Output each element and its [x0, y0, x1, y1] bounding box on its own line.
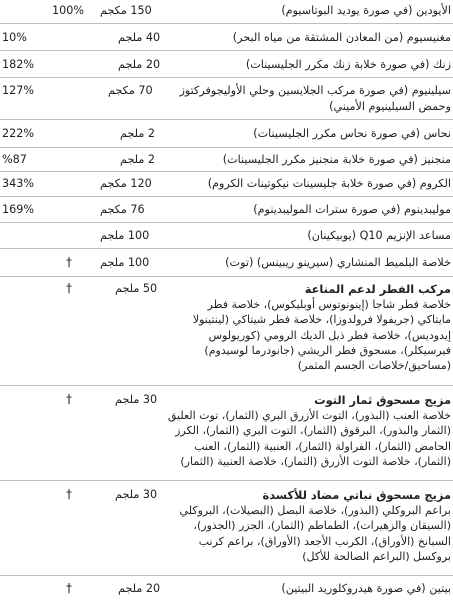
blend-line: (مساحيق/خلاصات الجسم المثمر) [297, 359, 451, 373]
table-row [0, 120, 453, 148]
ingredient-amount: 40 ملجم [118, 31, 161, 44]
ingredient-name: نحاس (في صورة نحاس مكرر الجليسينات) [253, 127, 451, 140]
daily-value: %87 [2, 153, 27, 166]
daily-value: 222% [2, 127, 34, 140]
blend-line: مايتاكي (جريفولا فرولدوزا)، خلاصة فطر شيتاكي (لينتينولا [192, 313, 451, 327]
table-row [0, 78, 453, 120]
ingredient-amount: 2 ملجم [120, 153, 156, 166]
ingredient-amount: 70 مكجم [108, 84, 153, 97]
ingredient-name: موليبدينوم (في صورة سترات الموليبدينوم) [253, 203, 451, 216]
ingredient-name: بيتين (في صورة هيدروكلوريد البيتين) [281, 582, 451, 595]
blend-amount: 30 ملجم [115, 488, 158, 501]
blend-line: (الثمار)، خلاصة التوت الأزرق (الثمار)، خلاصة العنبية (الثمار) [180, 454, 451, 468]
dagger-symbol: † [66, 392, 72, 406]
blend-title: مزيج مسحوق ثمار التوت [314, 393, 451, 407]
blend-row [0, 277, 453, 386]
table-row [0, 197, 453, 223]
ingredient-name-cont: وحمض السيلينيوم الأميني) [329, 100, 451, 113]
blend-description [146, 297, 451, 373]
ingredient-name: الأيودين (في صورة يوديد البوتاسيوم) [281, 4, 451, 17]
table-row [0, 0, 453, 24]
daily-value: 343% [2, 177, 34, 190]
ingredient-amount: 100 ملجم [100, 229, 150, 242]
blend-title: مركب الفطر لدعم المناعة [304, 282, 451, 296]
ingredient-amount: 76 مكجم [100, 203, 145, 216]
ingredient-amount: 120 مكجم [100, 177, 152, 190]
blend-description [146, 503, 451, 564]
blend-line: براعم البروكلي (البذور)، خلاصة البصل (البصيلات)، البروكلي [179, 504, 451, 517]
ingredient-name: مغنيسيوم (من المعادن المشتقة من مياه البحر) [232, 31, 451, 44]
daily-value: 100% [52, 4, 84, 17]
ingredient-amount: 100 ملجم [100, 256, 150, 269]
table-row [0, 51, 453, 78]
blend-title: مزيج مسحوق نباتي مضاد للأكسدة [262, 488, 451, 502]
table-row [0, 223, 453, 249]
ingredient-amount: 2 ملجم [120, 127, 156, 140]
dagger-symbol: † [66, 487, 72, 501]
blend-line: خلاصة فطر شاجا (إينونوتوس أوبليكوس)، خلاصة فطر [207, 298, 451, 311]
table-row [0, 576, 453, 600]
table-row [0, 172, 453, 197]
dagger-symbol: † [66, 255, 72, 269]
blend-line: (الثمار والبذور)، البرقوق (الثمار)، التوت البري (الثمار)، الكرز [175, 424, 451, 438]
blend-amount: 30 ملجم [115, 393, 158, 406]
ingredient-amount: 150 مكجم [100, 4, 152, 17]
dagger-symbol: † [66, 581, 72, 595]
blend-description [146, 408, 451, 469]
ingredient-name: زنك (في صورة خلابة زنك مكرر الجليسينات) [245, 58, 451, 71]
table-row [0, 249, 453, 277]
blend-line: فيرسيكلر)، مسحوق فطر الريشي (جانودرما لوسيدوم) [204, 343, 451, 357]
daily-value: 182% [2, 58, 34, 71]
daily-value: 169% [2, 203, 34, 216]
blend-row [0, 481, 453, 576]
blend-line: الحامض (الثمار)، الفراولة (الثمار)، العنبية (الثمار)، العنب [194, 439, 451, 453]
blend-line: السبانخ (الأوراق)، الكرنب الأجعد (الأوراق)، براعم كرنب [198, 534, 451, 548]
daily-value: 10% [2, 31, 27, 44]
blend-row [0, 386, 453, 481]
blend-line: (السيقان والزهيرات)، الطماطم (الثمار)، الجزر (الجذور)، [193, 519, 451, 533]
blend-line: خلاصة العنب (البذور)، التوت الأزرق البري (الثمار)، توت العليق [167, 409, 451, 422]
ingredient-name: منجنيز (في صورة خلابة منجنيز مكرر الجليسينات) [222, 153, 451, 166]
table-row [0, 148, 453, 172]
blend-line: بروكسل (البراعم الصالحة للأكل) [302, 549, 451, 563]
table-row [0, 24, 453, 51]
ingredient-amount: 20 ملجم [118, 582, 161, 595]
ingredient-amount: 20 ملجم [118, 58, 161, 71]
ingredient-name: مساعد الإنزيم Q10 (يوبيكينان) [307, 229, 451, 242]
ingredient-name: خلاصة البلميط المنشاري (سيرينو ريبينس) (توت) [225, 256, 451, 269]
ingredient-name: الكروم (في صورة خلابة جليسينات نيكوتينات الكروم) [207, 177, 451, 190]
daily-value: 127% [2, 84, 34, 97]
dagger-symbol: † [66, 281, 72, 295]
ingredient-name: سيلينيوم (في صورة مركب الجلايسين وحلي الأوليجوفركتوز [179, 84, 451, 97]
blend-line: إيدوديس)، خلاصة فطر ذيل الديك الرومي (كوريولوس [208, 328, 451, 342]
blend-amount: 50 ملجم [115, 282, 158, 295]
